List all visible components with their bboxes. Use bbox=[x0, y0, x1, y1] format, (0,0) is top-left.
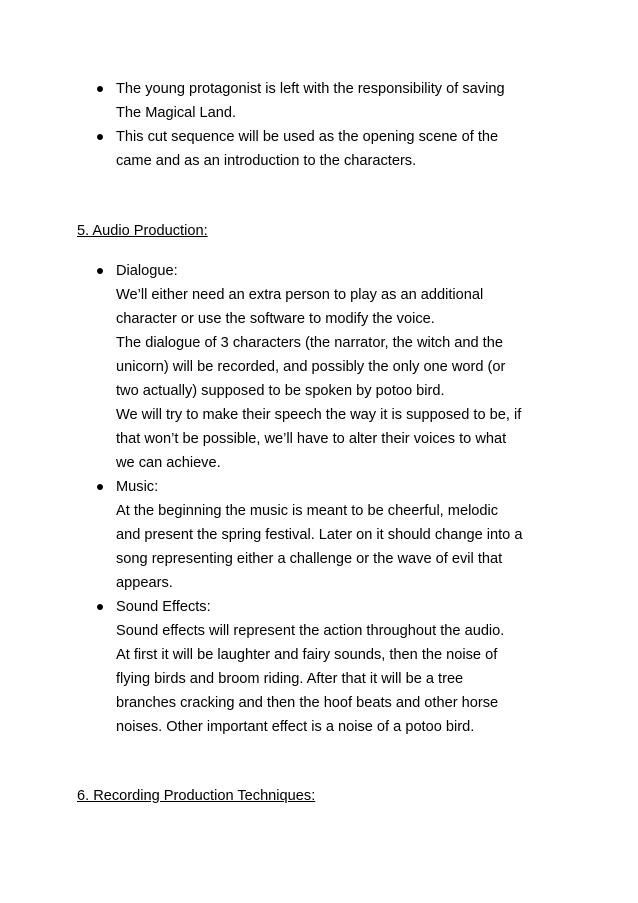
bullet-text: The young protagonist is left with the responsibility of saving The Magical Land. bbox=[116, 81, 505, 121]
section-heading-recording-techniques: 6. Recording Production Techniques: bbox=[77, 788, 316, 804]
bullet-icon bbox=[97, 268, 103, 274]
section-heading-audio-production: 5. Audio Production: bbox=[77, 223, 208, 239]
list-item bbox=[0, 77, 638, 125]
bullet-icon bbox=[97, 86, 103, 92]
bullet-icon bbox=[97, 484, 103, 490]
item-paragraph: We will try to make their speech the way it is supposed to be, if that won’t be possible, we’ll have to alter their voices to what we can achieve. bbox=[116, 407, 522, 471]
item-title: Sound Effects: bbox=[116, 599, 211, 615]
item-paragraph: Sound effects will represent the action throughout the audio. At first it will be laughter and fairy sounds, then the noise of flying birds and broom riding. After that it will be a tree branches cracking and then the hoof beats and other horse noises. Other important effect is a noise of a potoo bird. bbox=[116, 623, 505, 735]
list-item-music bbox=[0, 475, 638, 595]
item-paragraph: At the beginning the music is meant to be cheerful, melodic and present the spring festival. Later on it should change into a song representing either a challenge or the wave of evil that appears. bbox=[116, 503, 523, 591]
audio-production-bullet-list bbox=[0, 259, 638, 739]
item-title: Dialogue: bbox=[116, 263, 178, 279]
list-item-dialogue bbox=[0, 259, 638, 475]
item-paragraph: The dialogue of 3 characters (the narrator, the witch and the unicorn) will be recorded, and possibly the only one word (or two actually) supposed to be spoken by potoo bird. bbox=[116, 335, 506, 399]
list-item bbox=[0, 125, 638, 173]
item-paragraph: We’ll either need an extra person to play as an additional character or use the software to modify the voice. bbox=[116, 287, 484, 327]
bullet-icon bbox=[97, 134, 103, 140]
bullet-text: This cut sequence will be used as the opening scene of the came and as an introduction to the characters. bbox=[116, 129, 499, 169]
bullet-icon bbox=[97, 604, 103, 610]
list-item-sound-effects bbox=[0, 595, 638, 739]
intro-bullet-list bbox=[0, 77, 638, 173]
item-title: Music: bbox=[116, 479, 159, 495]
